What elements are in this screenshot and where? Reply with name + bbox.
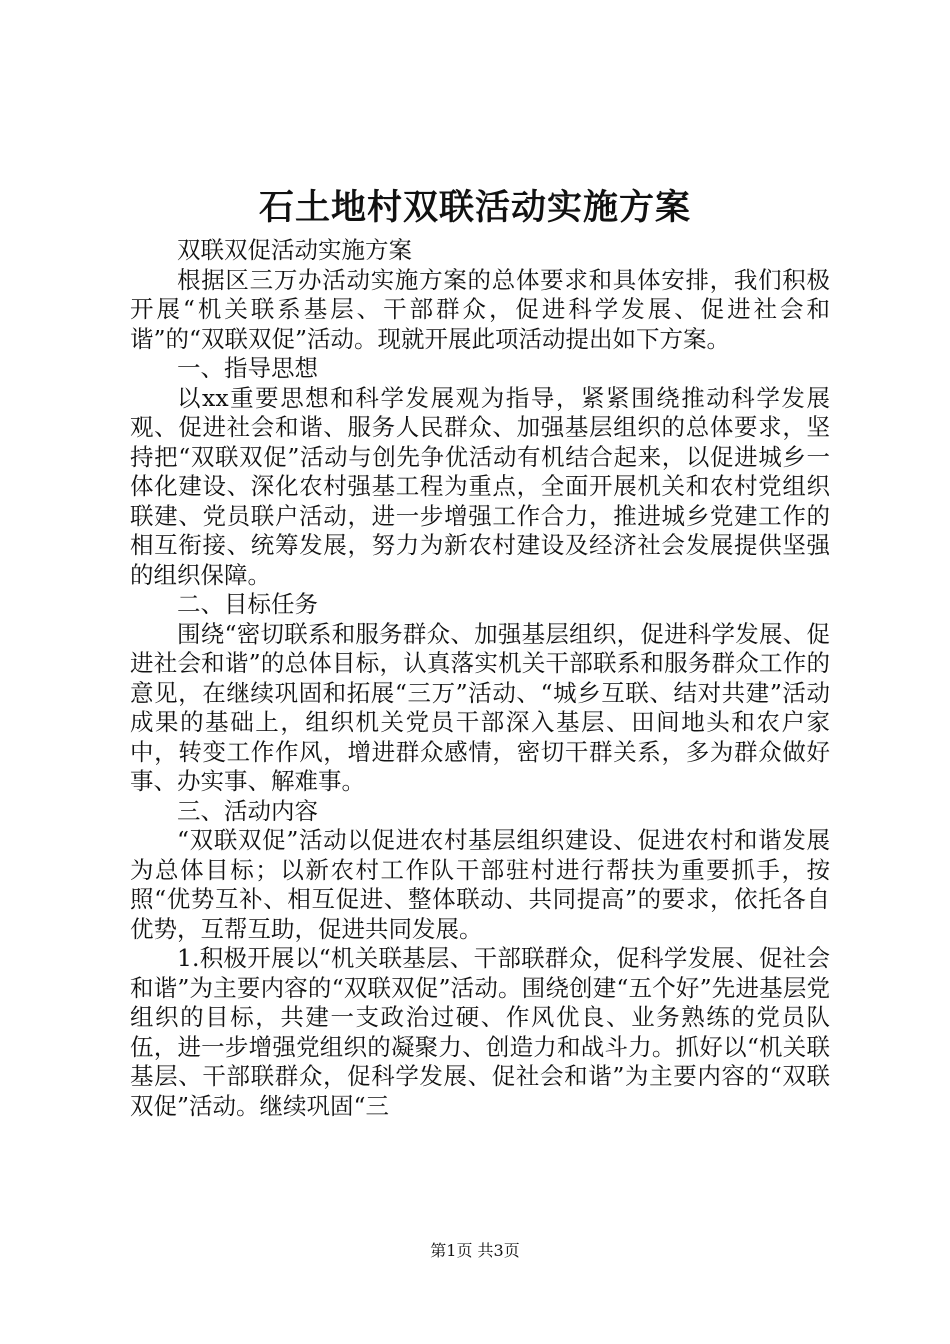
document-body — [130, 236, 830, 1121]
content-paragraph: “双联双促”活动以促进农村基层组织建设、促进农村和谐发展为总体目标；以新农村工作队干部驻村进行帮扶为重要抓手，按照“优势互补、相互促进、整体联动、共同提高”的要求，依托各自优势，互帮互助，促进共同发展。 — [130, 826, 830, 943]
section-heading-content: 三、活动内容 — [177, 796, 318, 825]
page-number-footer: 第1页 共3页 — [430, 1241, 520, 1260]
guiding-thought-paragraph: 以xx重要思想和科学发展观为指导，紧紧围绕推动科学发展观、促进社会和谐、服务人民群众、加强基层组织的总体要求，坚持把“双联双促”活动与创先争优活动有机结合起来，以促进城乡一体化建设、深化农村强基工程为重点，全面开展机关和农村党组织联建、党员联户活动，进一步增强工作合力，推进城乡党建工作的相互衔接、统筹发展，努力为新农村建设及经济社会发展提供坚强的组织保障。 — [130, 383, 830, 589]
section-heading-goals: 二、目标任务 — [177, 590, 318, 618]
intro-paragraph: 根据区三万办活动实施方案的总体要求和具体安排，我们积极开展“机关联系基层、干部群众，促进科学发展、促进社会和谐”的“双联双促”活动。现就开展此项活动提出如下方案。 — [130, 265, 830, 353]
document-title: 石土地村双联活动实施方案 — [258, 187, 691, 228]
section-heading-guiding-thought: 一、指导思想 — [177, 354, 318, 382]
goals-paragraph: 围绕“密切联系和服务群众、加强基层组织，促进科学发展、促进社会和谐”的总体目标，认真落实机关干部联系和服务群众工作的意见，在继续巩固和拓展“三万”活动、“城乡互联、结对共建”活动成果的基础上，组织机关党员干部深入基层、田间地头和农户家中，转变工作作风，增进群众感情，密切干群关系，多为群众做好事、办实事、解难事。 — [130, 619, 830, 795]
content-item-1-paragraph: 1.积极开展以“机关联基层、干部联群众，促科学发展、促社会和谐”为主要内容的“双联双促”活动。围绕创建“五个好”先进基层党组织的目标，共建一支政治过硬、作风优良、业务熟练的党员队伍，进一步增强党组织的凝聚力、创造力和战斗力。抓好以“机关联基层、干部联群众，促科学发展、促社会和谐”为主要内容的“双联双促”活动。继续巩固“三 — [130, 944, 830, 1120]
subtitle-paragraph: 双联双促活动实施方案 — [177, 236, 412, 264]
